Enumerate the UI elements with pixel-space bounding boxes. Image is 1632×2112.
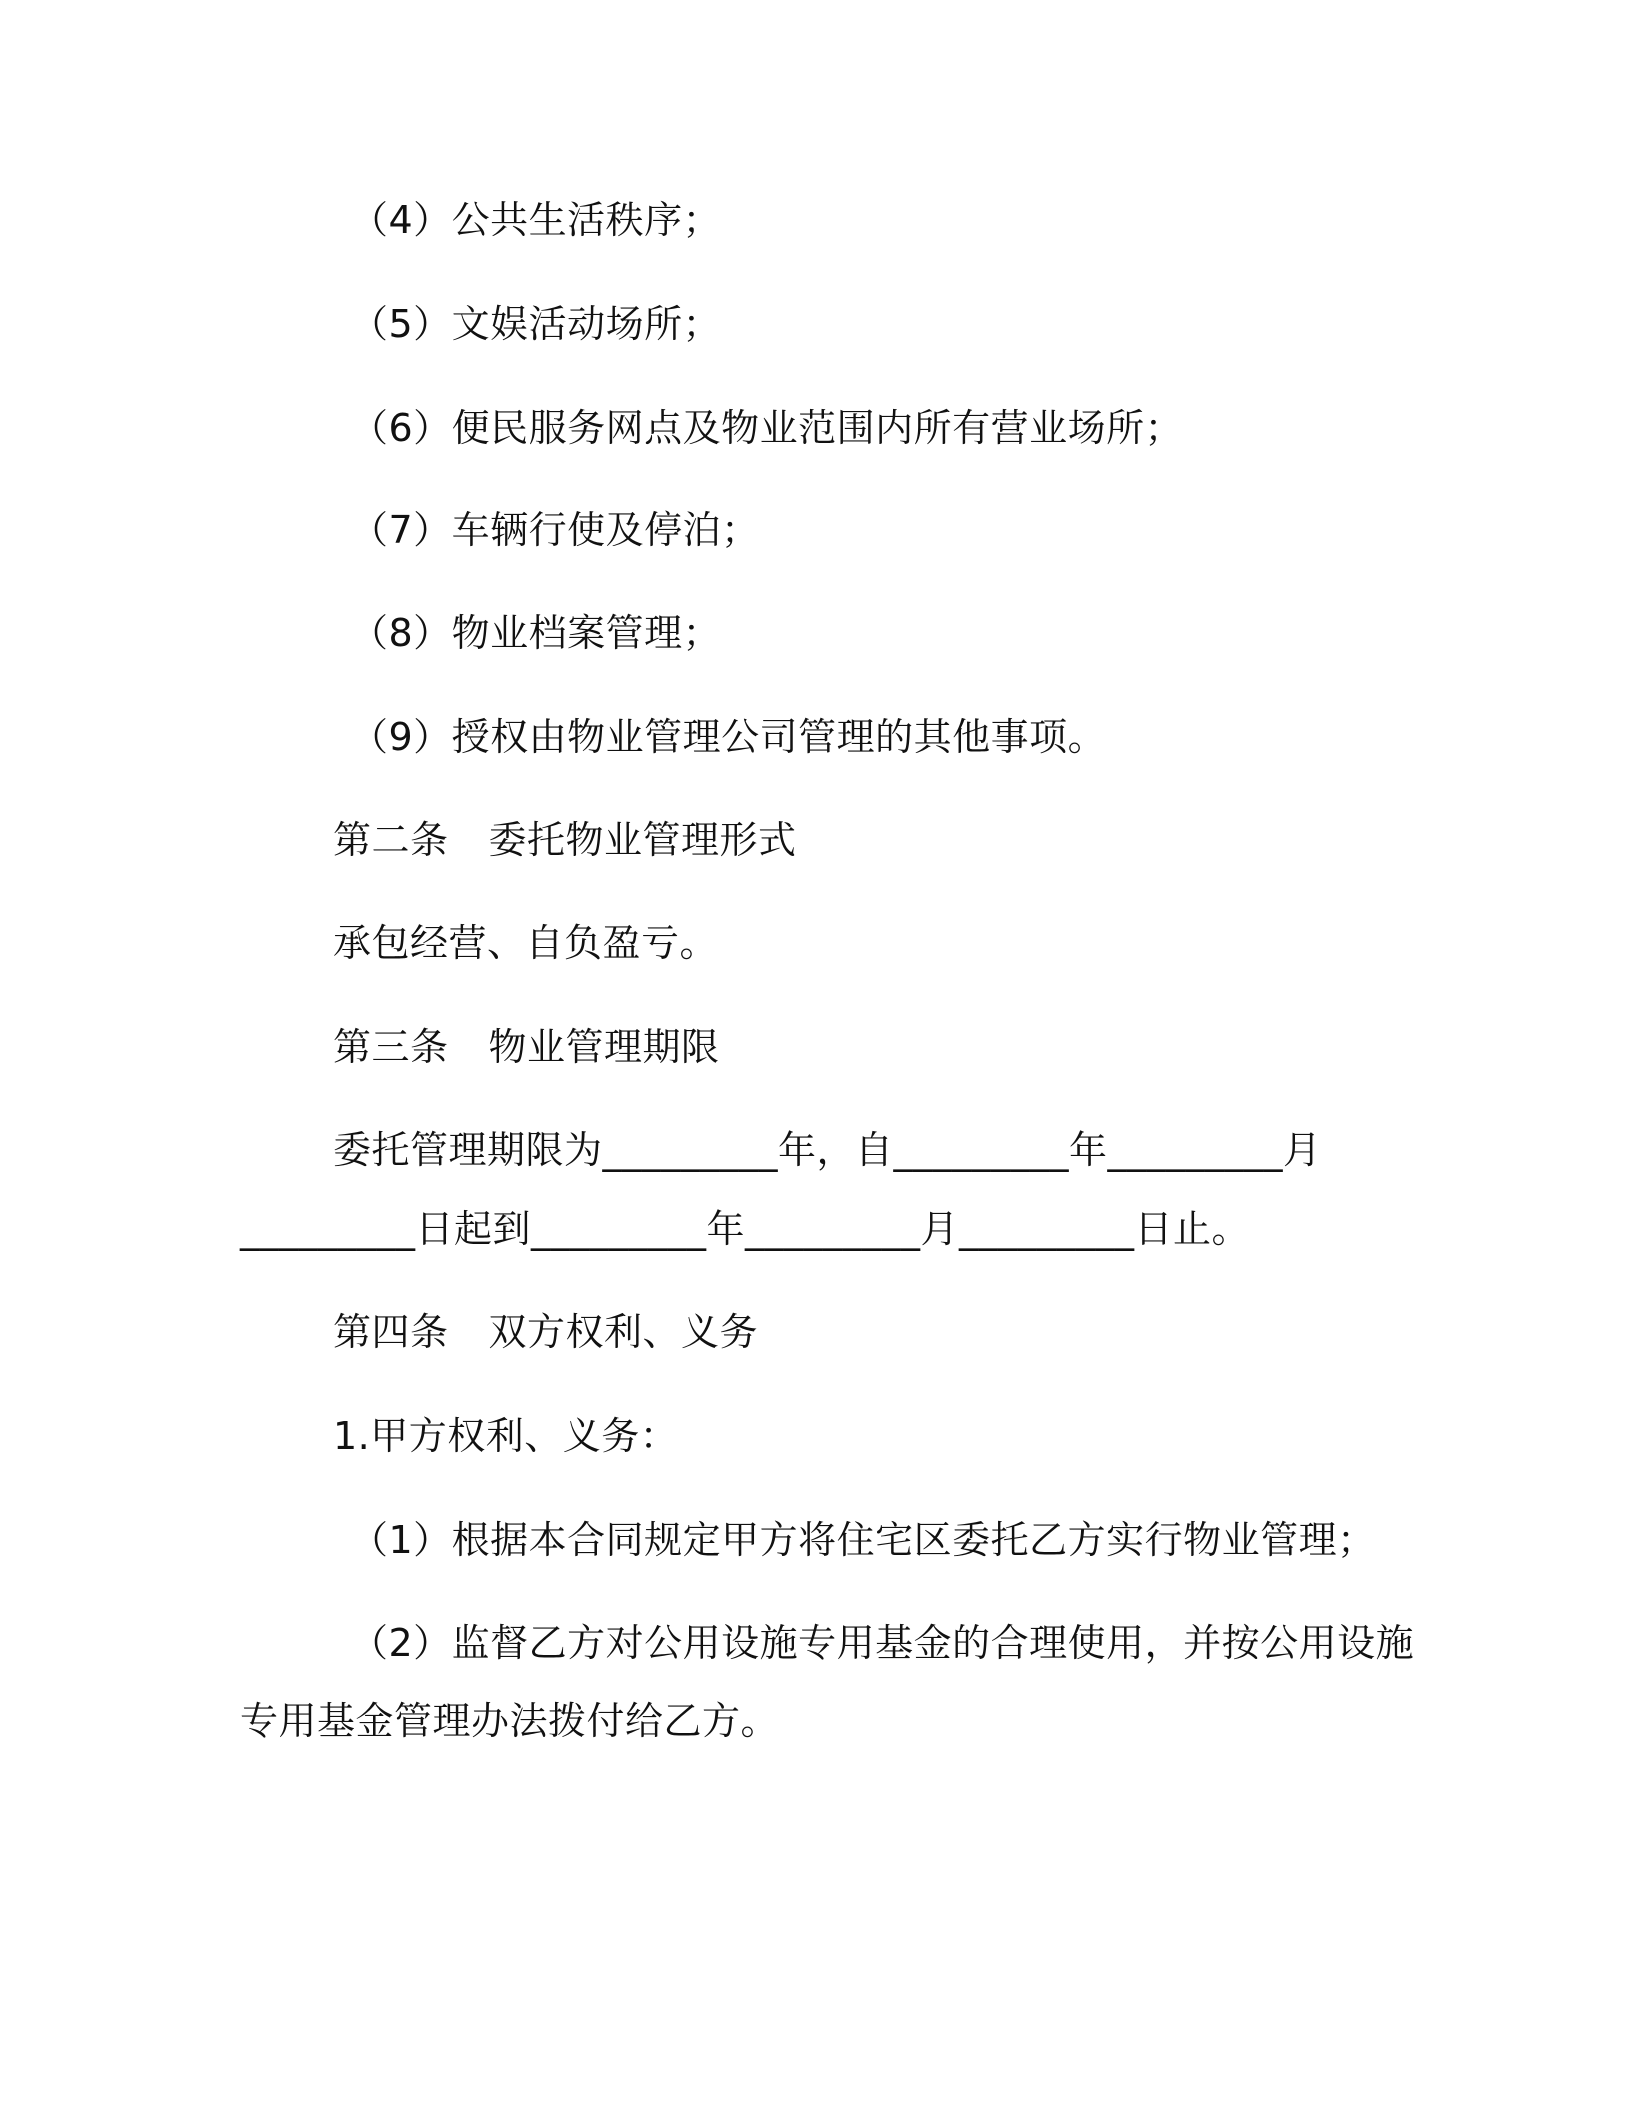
list-item-8: （8）物业档案管理； xyxy=(350,611,722,655)
party-a-item-1: （1）根据本合同规定甲方将住宅区委托乙方实行物业管理； xyxy=(350,1518,1376,1562)
list-item-7: （7）车辆行使及停泊； xyxy=(350,508,760,552)
party-a-item-2-line-1: （2）监督乙方对公用设施专用基金的合理使用，并按公用设施 xyxy=(350,1621,1415,1665)
article-3-heading xyxy=(333,1023,1503,1071)
article-2-body: 承包经营、自负盈亏。 xyxy=(333,921,719,965)
list-item-4: （4）公共生活秩序； xyxy=(350,198,722,242)
article-2-title: 委托物业管理形式 xyxy=(488,818,797,862)
article-4-title: 双方权利、义务 xyxy=(488,1310,759,1354)
article-3-body-line-1: 委托管理期限为_________年，自_________年_________月 xyxy=(333,1128,1322,1172)
list-item-9: （9）授权由物业管理公司管理的其他事项。 xyxy=(350,715,1107,759)
party-a-heading: 1.甲方权利、义务： xyxy=(333,1414,679,1458)
list-item-5: （5）文娱活动场所； xyxy=(350,302,722,346)
article-2-label: 第二条 xyxy=(333,818,449,862)
article-3-body-line-2: _________日起到_________年_________月_________日止。 xyxy=(240,1207,1251,1251)
list-item-6: （6）便民服务网点及物业范围内所有营业场所； xyxy=(350,406,1184,450)
article-2-heading xyxy=(333,816,1503,864)
article-4-label: 第四条 xyxy=(333,1310,449,1354)
article-4-heading xyxy=(333,1308,1503,1356)
article-3-label: 第三条 xyxy=(333,1025,449,1069)
article-3-title: 物业管理期限 xyxy=(488,1025,720,1069)
party-a-item-2-line-2: 专用基金管理办法拨付给乙方。 xyxy=(240,1699,780,1743)
